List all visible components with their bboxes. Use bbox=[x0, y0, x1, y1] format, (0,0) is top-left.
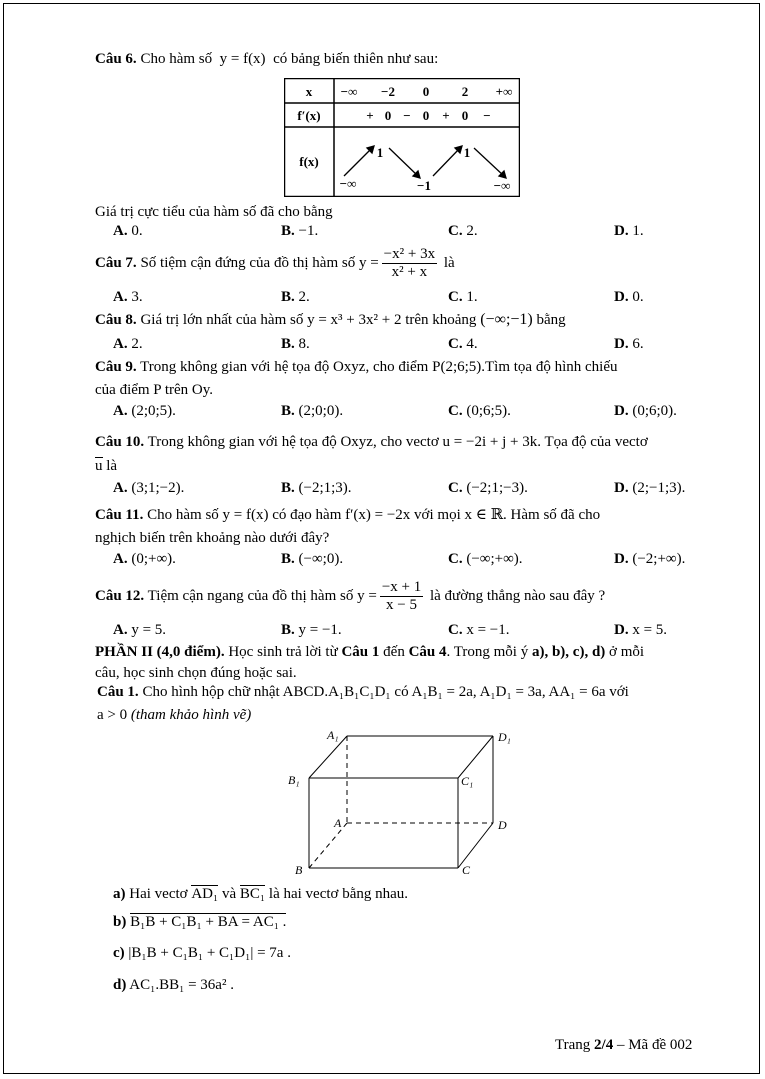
q11-answer-d: D. (−2;+∞). bbox=[614, 551, 686, 567]
q9-answer-b: B. (2;0;0). bbox=[281, 403, 344, 419]
q10-answer-a: A. (3;1;−2). bbox=[113, 480, 185, 496]
label-A: A bbox=[334, 816, 342, 830]
q8-answer-a: A. 2. bbox=[113, 336, 143, 352]
q6-line bbox=[95, 50, 438, 68]
x-val: 0 bbox=[422, 84, 430, 99]
arrow-down bbox=[474, 148, 504, 176]
q12-fraction: $\frac{-x + 1}{x - 5}$ bbox=[381, 579, 422, 613]
variation-table bbox=[284, 78, 520, 197]
part2-line1: PHẦN II (4,0 điểm). Học sinh trả lời từ Câu 1 đến Câu 4. Trong mỗi ý a), b), c), d) ở mỗi bbox=[95, 644, 645, 660]
table-fp-header: f′(x) bbox=[297, 108, 321, 123]
p2q1-line1: Câu 1. Cho hình hộp chữ nhật ABCD.A₁B₁C₁D₁ có A₁B₁ = 2a, A₁D₁ = 3a, AA₁ = 6a với bbox=[97, 684, 629, 700]
x-val: +∞ bbox=[495, 84, 513, 99]
q9-answer-d: D. (0;6;0). bbox=[614, 403, 677, 419]
f-val: 1 bbox=[376, 145, 384, 160]
q6-text-post: có bảng biến thiên như sau: bbox=[273, 51, 439, 67]
page-footer: Trang 2/4 – Mã đề 002 bbox=[555, 1037, 693, 1053]
q11-line2: nghịch biến trên khoảng nào dưới đây? bbox=[95, 530, 330, 546]
q12-answer-b: B. y = −1. bbox=[281, 622, 342, 638]
q12-line: Câu 12. Tiệm cận ngang của đồ thị hàm số y = $\frac{-x + 1}{x - 5}$ là đường thẳng nào sau đây ? bbox=[95, 579, 606, 613]
x-val: −2 bbox=[381, 84, 395, 99]
part2-title: PHẦN II (4,0 điểm). bbox=[95, 644, 225, 660]
label-D1: D₁ bbox=[498, 730, 511, 744]
fp-val: 0 bbox=[461, 108, 469, 123]
q10-answer-c: C. (−2;1;−3). bbox=[448, 480, 528, 496]
q6-question: Giá trị cực tiểu của hàm số đã cho bằng bbox=[95, 204, 333, 220]
q9-answer-c: C. (0;6;5). bbox=[448, 403, 511, 419]
box-figure bbox=[280, 725, 530, 880]
part2-line2: câu, học sinh chọn đúng hoặc sai. bbox=[95, 665, 297, 681]
fp-val: 0 bbox=[422, 108, 430, 123]
q10-answer-d: D. (2;−1;3). bbox=[614, 480, 686, 496]
q7-line: Câu 7. Số tiệm cận đứng của đồ thị hàm số y = $\frac{\text{−x² + 3x}}{\text{x² + x}}$ là bbox=[95, 246, 455, 280]
label-C: C bbox=[462, 863, 471, 877]
q7-answer-b: B. 2. bbox=[281, 289, 310, 305]
q9-line2: của điểm P trên Oy. bbox=[95, 382, 214, 398]
p2q1-item-d: d) AC₁.BB₁ = 36a² . bbox=[113, 977, 234, 993]
fp-val: − bbox=[403, 108, 411, 123]
q7-answer-c: C. 1. bbox=[448, 289, 478, 305]
q7-answer-a: A. 3. bbox=[113, 289, 143, 305]
q8-answer-d: D. 6. bbox=[614, 336, 644, 352]
label-D: D bbox=[498, 818, 507, 832]
fp-val: 0 bbox=[384, 108, 392, 123]
q12-answer-d: D. x = 5. bbox=[614, 622, 668, 638]
q11-answer-a: A. (0;+∞). bbox=[113, 551, 176, 567]
q8-func: y = x³ + 3x² + 2 bbox=[307, 312, 402, 328]
q6-label: Câu 6. bbox=[95, 51, 137, 67]
q6-answer-b: B. −1. bbox=[281, 223, 319, 239]
label-B: B bbox=[295, 863, 303, 877]
p2q1-item-a: a) Hai vectơ AD₁ và BC₁ là hai vectơ bằng nhau. bbox=[113, 886, 409, 902]
arrow-down bbox=[389, 148, 418, 176]
q11-line1: Câu 11. Cho hàm số y = f(x) có đạo hàm f′(x) = −2x với mọi x ∈ ℝ. Hàm số đã cho bbox=[95, 507, 601, 523]
q7-text: Số tiệm cận đứng của đồ thị hàm số bbox=[140, 254, 356, 271]
q10-vector: u = −2i + j + 3k bbox=[442, 434, 538, 450]
q6-text: Cho hàm số bbox=[140, 51, 213, 67]
arrow-up bbox=[433, 148, 460, 176]
fp-val: + bbox=[366, 108, 374, 123]
f-val: −∞ bbox=[339, 176, 357, 191]
x-val: −∞ bbox=[340, 84, 358, 99]
f-val: −∞ bbox=[493, 178, 511, 193]
q6-answer-a: A. 0. bbox=[113, 223, 143, 239]
q11-answer-b: B. (−∞;0). bbox=[281, 551, 344, 567]
q7-label: Câu 7. bbox=[95, 254, 137, 271]
q8-line: Câu 8. Giá trị lớn nhất của hàm số y = x³ + 3x² + 2 trên khoảng (−∞;−1) bằng bbox=[95, 311, 566, 328]
q10-line2: u là bbox=[95, 458, 118, 474]
q6-answer-c: C. 2. bbox=[448, 223, 478, 239]
f-val: 1 bbox=[463, 145, 471, 160]
q7-answer-d: D. 0. bbox=[614, 289, 644, 305]
label-A1: A₁ bbox=[327, 728, 339, 742]
x-val: 2 bbox=[461, 84, 469, 99]
p2q1-line2: a > 0 (tham khảo hình vẽ) bbox=[97, 707, 252, 723]
q8-interval: (−∞;−1) bbox=[480, 311, 533, 328]
q12-answer-c: C. x = −1. bbox=[448, 622, 510, 638]
p2q1-item-c: c) |B₁B + C₁B₁ + C₁D₁| = 7a . bbox=[113, 945, 291, 961]
p2q1-item-b: b) B₁B + C₁B₁ + BA = AC₁ . bbox=[113, 914, 287, 930]
q9-line1: Câu 9. Trong không gian với hệ tọa độ Oxyz, cho điểm P(2;6;5).Tìm tọa độ hình chiếu bbox=[95, 359, 618, 375]
q6-func: y = f(x) bbox=[219, 51, 266, 67]
f-val: −1 bbox=[417, 178, 431, 193]
q10-line1: Câu 10. Trong không gian với hệ tọa độ Oxyz, cho vectơ u = −2i + j + 3k. Tọa độ của vectơ bbox=[95, 434, 648, 450]
q12-answer-a: A. y = 5. bbox=[113, 622, 167, 638]
q10-answer-b: B. (−2;1;3). bbox=[281, 480, 352, 496]
label-C1: C₁ bbox=[461, 774, 474, 788]
q8-answer-b: B. 8. bbox=[281, 336, 310, 352]
q9-answer-a: A. (2;0;5). bbox=[113, 403, 176, 419]
label-B1: B₁ bbox=[288, 773, 300, 787]
arrow-up bbox=[344, 148, 372, 176]
q7-fraction: $\frac{\text{−x² + 3x}}{\text{x² + x}}$ bbox=[383, 246, 436, 280]
fp-val: + bbox=[442, 108, 450, 123]
table-x-header: x bbox=[305, 84, 313, 99]
q8-answer-c: C. 4. bbox=[448, 336, 478, 352]
fp-val: − bbox=[483, 108, 491, 123]
table-f-header: f(x) bbox=[299, 154, 319, 169]
q6-answer-d: D. 1. bbox=[614, 223, 644, 239]
page-number: 2/4 bbox=[594, 1037, 614, 1053]
q11-answer-c: C. (−∞;+∞). bbox=[448, 551, 523, 567]
